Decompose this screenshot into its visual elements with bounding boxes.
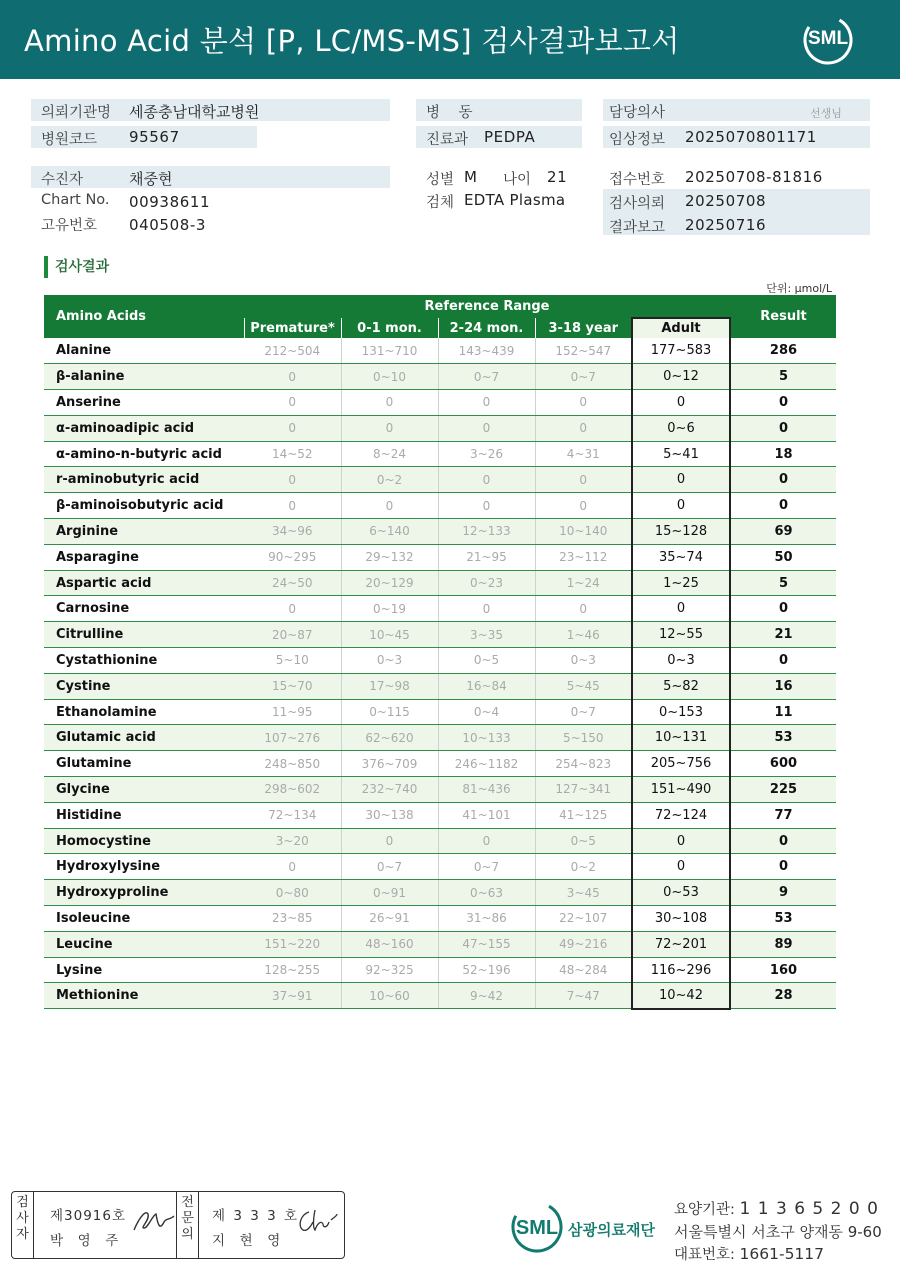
signature-box — [11, 1191, 345, 1259]
amino-acid-name: β-alanine — [44, 364, 244, 390]
mon2-24-range: 0~4 — [438, 699, 535, 725]
amino-acid-name: Cystathionine — [44, 648, 244, 674]
mon0-1-range: 26~91 — [341, 906, 438, 932]
amino-acid-name: Ethanolamine — [44, 699, 244, 725]
care-code-value: 1 1 3 6 5 2 0 0 — [739, 1199, 879, 1219]
unique-no-label: 고유번호 — [41, 218, 98, 234]
amino-acid-name: Carnosine — [44, 596, 244, 622]
premature-range: 151~220 — [244, 931, 341, 957]
mon2-24-range: 16~84 — [438, 673, 535, 699]
premature-range: 0 — [244, 493, 341, 519]
adult-range: 205~756 — [632, 751, 730, 777]
table-row — [44, 906, 836, 932]
amino-acid-name: Histidine — [44, 802, 244, 828]
adult-range: 0 — [632, 854, 730, 880]
mon0-1-range: 92~325 — [341, 957, 438, 983]
premature-range: 298~602 — [244, 777, 341, 803]
mon2-24-range: 12~133 — [438, 519, 535, 545]
mon0-1-range: 62~620 — [341, 725, 438, 751]
year3-18-range: 5~45 — [535, 673, 632, 699]
mon2-24-range: 0 — [438, 467, 535, 493]
result-value: 0 — [730, 596, 836, 622]
footer-address: 서울특별시 서초구 양재동 9-60 — [674, 1223, 882, 1241]
report-header — [0, 0, 900, 79]
adult-range: 0~12 — [632, 364, 730, 390]
result-value: 0 — [730, 390, 836, 416]
phone-label: 대표번호: — [674, 1247, 735, 1263]
phone — [674, 1243, 824, 1264]
adult-header: Adult — [632, 318, 730, 338]
inspector-label-text: 검사자 — [16, 1195, 29, 1242]
mon0-1-range: 0~3 — [341, 648, 438, 674]
amino-acid-name: Glycine — [44, 777, 244, 803]
table-row — [44, 673, 836, 699]
inspector-signature-icon — [130, 1206, 176, 1236]
mon2-24-header: 2-24 mon. — [438, 318, 535, 338]
mon2-24-range: 143~439 — [438, 338, 535, 364]
adult-range: 0 — [632, 493, 730, 519]
chart-no-value: 00938611 — [129, 193, 211, 211]
footer-org-name: 삼광의료재단 — [568, 1221, 655, 1239]
mon2-24-range: 246~1182 — [438, 751, 535, 777]
premature-range: 20~87 — [244, 622, 341, 648]
result-value: 286 — [730, 338, 836, 364]
premature-range: 5~10 — [244, 648, 341, 674]
receipt-value: 20250708-81816 — [685, 168, 823, 186]
year3-18-range: 0~3 — [535, 648, 632, 674]
table-row — [44, 493, 836, 519]
year3-18-range: 4~31 — [535, 441, 632, 467]
result-value: 160 — [730, 957, 836, 983]
phone-value: 1661-5117 — [739, 1245, 825, 1263]
inspector-label — [12, 1192, 34, 1258]
adult-range: 0 — [632, 390, 730, 416]
result-value: 89 — [730, 931, 836, 957]
table-row — [44, 777, 836, 803]
specialist-label — [177, 1192, 199, 1258]
premature-range: 15~70 — [244, 673, 341, 699]
mon0-1-range: 0 — [341, 415, 438, 441]
care-code — [674, 1198, 879, 1219]
result-value: 5 — [730, 570, 836, 596]
sex-label: 성별 — [426, 172, 455, 188]
mon0-1-range: 0 — [341, 493, 438, 519]
year3-18-range: 1~24 — [535, 570, 632, 596]
hospital-code-value: 95567 — [129, 128, 180, 146]
specimen-value: EDTA Plasma — [464, 191, 566, 209]
age-label: 나이 — [503, 172, 532, 188]
result-value: 77 — [730, 802, 836, 828]
department-label: 진료과 — [426, 132, 469, 148]
adult-range: 116~296 — [632, 957, 730, 983]
year3-18-range: 10~140 — [535, 519, 632, 545]
premature-range: 0 — [244, 467, 341, 493]
year3-18-range: 5~150 — [535, 725, 632, 751]
amino-acid-name: Arginine — [44, 519, 244, 545]
year3-18-range: 49~216 — [535, 931, 632, 957]
adult-range: 12~55 — [632, 622, 730, 648]
year3-18-range: 48~284 — [535, 957, 632, 983]
adult-range: 35~74 — [632, 544, 730, 570]
sml-logo — [802, 14, 854, 66]
amino-acid-name: Isoleucine — [44, 906, 244, 932]
mon2-24-range: 0~5 — [438, 648, 535, 674]
amino-acid-name: α-aminoadipic acid — [44, 415, 244, 441]
adult-range: 15~128 — [632, 519, 730, 545]
result-value: 18 — [730, 441, 836, 467]
results-section-title: 검사결과 — [44, 256, 109, 278]
mon0-1-range: 10~60 — [341, 983, 438, 1009]
table-row — [44, 802, 836, 828]
amino-acid-name: Asparagine — [44, 544, 244, 570]
result-value: 0 — [730, 648, 836, 674]
amino-acid-name: β-aminoisobutyric acid — [44, 493, 244, 519]
unit-label: 단위: μmol/L — [766, 282, 832, 295]
mon0-1-range: 17~98 — [341, 673, 438, 699]
adult-range: 72~201 — [632, 931, 730, 957]
result-value: 16 — [730, 673, 836, 699]
doctor-label: 담당의사 — [609, 105, 666, 121]
result-value: 21 — [730, 622, 836, 648]
table-row — [44, 957, 836, 983]
clinical-info-value: 2025070801171 — [685, 128, 817, 146]
year3-18-range: 0~2 — [535, 854, 632, 880]
mon0-1-header: 0-1 mon. — [341, 318, 438, 338]
adult-range: 30~108 — [632, 906, 730, 932]
age-value: 21 — [547, 168, 568, 186]
year3-18-header: 3-18 year — [535, 318, 632, 338]
mon2-24-range: 0~7 — [438, 364, 535, 390]
result-value: 53 — [730, 906, 836, 932]
table-row — [44, 544, 836, 570]
amino-acid-name: Glutamine — [44, 751, 244, 777]
amino-acid-name: Lysine — [44, 957, 244, 983]
mon2-24-range: 41~101 — [438, 802, 535, 828]
result-value: 53 — [730, 725, 836, 751]
mon0-1-range: 20~129 — [341, 570, 438, 596]
mon0-1-range: 10~45 — [341, 622, 438, 648]
institution-value: 세종충남대학교병원 — [129, 103, 260, 121]
result-value: 0 — [730, 467, 836, 493]
adult-range: 1~25 — [632, 570, 730, 596]
inspector-license-no: 제30916호 — [50, 1208, 127, 1224]
result-header: Result — [730, 295, 836, 338]
premature-range: 212~504 — [244, 338, 341, 364]
table-row — [44, 338, 836, 364]
institution-label: 의뢰기관명 — [41, 105, 112, 121]
mon0-1-range: 8~24 — [341, 441, 438, 467]
table-row — [44, 854, 836, 880]
mon2-24-range: 0~23 — [438, 570, 535, 596]
adult-range: 0 — [632, 596, 730, 622]
mon2-24-range: 21~95 — [438, 544, 535, 570]
premature-range: 0 — [244, 364, 341, 390]
amino-acid-name: r-aminobutyric acid — [44, 467, 244, 493]
patient-label: 수진자 — [41, 172, 84, 188]
chart-no-label: Chart No. — [41, 192, 110, 208]
adult-range: 0 — [632, 828, 730, 854]
adult-range: 72~124 — [632, 802, 730, 828]
table-row — [44, 880, 836, 906]
premature-range: 72~134 — [244, 802, 341, 828]
year3-18-range: 0 — [535, 493, 632, 519]
premature-header: Premature* — [244, 318, 341, 338]
specialist-license-no: 제 3 3 3 호 — [212, 1208, 300, 1224]
premature-range: 14~52 — [244, 441, 341, 467]
amino-acid-name: α-amino-n-butyric acid — [44, 441, 244, 467]
table-row — [44, 390, 836, 416]
clinical-info-label: 임상정보 — [609, 132, 666, 148]
mon2-24-range: 3~35 — [438, 622, 535, 648]
year3-18-range: 254~823 — [535, 751, 632, 777]
mon2-24-range: 0~63 — [438, 880, 535, 906]
mon2-24-range: 31~86 — [438, 906, 535, 932]
reference-range-header: Reference Range — [244, 295, 730, 318]
table-row — [44, 415, 836, 441]
result-value: 600 — [730, 751, 836, 777]
results-body — [44, 338, 836, 1009]
premature-range: 0~80 — [244, 880, 341, 906]
table-row — [44, 751, 836, 777]
table-row — [44, 596, 836, 622]
mon2-24-range: 0 — [438, 493, 535, 519]
request-value: 20250708 — [685, 192, 767, 210]
year3-18-range: 1~46 — [535, 622, 632, 648]
amino-acid-name: Aspartic acid — [44, 570, 244, 596]
ward-label: 병 동 — [426, 105, 473, 121]
adult-range: 0~153 — [632, 699, 730, 725]
table-row — [44, 983, 836, 1009]
table-row — [44, 622, 836, 648]
mon2-24-range: 0 — [438, 415, 535, 441]
table-row — [44, 570, 836, 596]
adult-range: 0 — [632, 467, 730, 493]
results-table — [44, 295, 836, 1010]
premature-range: 0 — [244, 390, 341, 416]
table-row — [44, 441, 836, 467]
premature-range: 0 — [244, 854, 341, 880]
premature-range: 37~91 — [244, 983, 341, 1009]
mon2-24-range: 3~26 — [438, 441, 535, 467]
mon0-1-range: 0~7 — [341, 854, 438, 880]
year3-18-range: 0~7 — [535, 699, 632, 725]
mon2-24-range: 0 — [438, 390, 535, 416]
mon2-24-range: 0~7 — [438, 854, 535, 880]
premature-range: 0 — [244, 415, 341, 441]
table-row — [44, 699, 836, 725]
mon2-24-range: 9~42 — [438, 983, 535, 1009]
result-value: 0 — [730, 493, 836, 519]
unique-no-value: 040508-3 — [129, 216, 207, 234]
premature-range: 107~276 — [244, 725, 341, 751]
specialist-signature-icon — [295, 1206, 339, 1236]
table-row — [44, 725, 836, 751]
adult-range: 5~82 — [632, 673, 730, 699]
mon0-1-range: 30~138 — [341, 802, 438, 828]
report-date-label: 결과보고 — [609, 220, 666, 236]
result-value: 69 — [730, 519, 836, 545]
year3-18-range: 0 — [535, 596, 632, 622]
amino-acid-name: Glutamic acid — [44, 725, 244, 751]
mon2-24-range: 47~155 — [438, 931, 535, 957]
mon0-1-range: 0 — [341, 828, 438, 854]
year3-18-range: 0 — [535, 390, 632, 416]
amino-acid-name: Anserine — [44, 390, 244, 416]
specimen-label: 검체 — [426, 195, 455, 211]
mon0-1-range: 29~132 — [341, 544, 438, 570]
mon2-24-range: 52~196 — [438, 957, 535, 983]
mon2-24-range: 81~436 — [438, 777, 535, 803]
inspector-name: 박 영 주 — [50, 1233, 121, 1249]
adult-range: 0~53 — [632, 880, 730, 906]
mon0-1-range: 0~19 — [341, 596, 438, 622]
mon0-1-range: 131~710 — [341, 338, 438, 364]
report-title: Amino Acid 분석 [P, LC/MS-MS] 검사결과보고서 — [24, 24, 680, 58]
premature-range: 248~850 — [244, 751, 341, 777]
receipt-label: 접수번호 — [609, 172, 666, 188]
amino-acid-name: Cystine — [44, 673, 244, 699]
sml-logo-text: SML — [807, 28, 849, 49]
adult-range: 10~131 — [632, 725, 730, 751]
result-value: 50 — [730, 544, 836, 570]
premature-range: 23~85 — [244, 906, 341, 932]
year3-18-range: 127~341 — [535, 777, 632, 803]
mon2-24-range: 0 — [438, 828, 535, 854]
adult-range: 5~41 — [632, 441, 730, 467]
premature-range: 24~50 — [244, 570, 341, 596]
amino-acid-name: Methionine — [44, 983, 244, 1009]
care-code-label: 요양기관: — [674, 1202, 735, 1218]
premature-range: 128~255 — [244, 957, 341, 983]
result-value: 225 — [730, 777, 836, 803]
result-value: 28 — [730, 983, 836, 1009]
premature-range: 34~96 — [244, 519, 341, 545]
amino-acid-name: Hydroxylysine — [44, 854, 244, 880]
amino-acid-name: Alanine — [44, 338, 244, 364]
adult-range: 0~3 — [632, 648, 730, 674]
year3-18-range: 41~125 — [535, 802, 632, 828]
premature-range: 90~295 — [244, 544, 341, 570]
mon2-24-range: 10~133 — [438, 725, 535, 751]
result-value: 0 — [730, 854, 836, 880]
premature-range: 3~20 — [244, 828, 341, 854]
mon0-1-range: 232~740 — [341, 777, 438, 803]
mon2-24-range: 0 — [438, 596, 535, 622]
mon0-1-range: 48~160 — [341, 931, 438, 957]
result-value: 11 — [730, 699, 836, 725]
sex-value: M — [464, 168, 478, 186]
amino-acids-header: Amino Acids — [44, 295, 244, 338]
table-row — [44, 364, 836, 390]
adult-range: 177~583 — [632, 338, 730, 364]
year3-18-range: 0~7 — [535, 364, 632, 390]
mon0-1-range: 0~115 — [341, 699, 438, 725]
mon0-1-range: 0~2 — [341, 467, 438, 493]
year3-18-range: 23~112 — [535, 544, 632, 570]
department-value: PEDPA — [484, 128, 536, 146]
table-row — [44, 931, 836, 957]
table-row — [44, 519, 836, 545]
table-row — [44, 648, 836, 674]
amino-acid-name: Leucine — [44, 931, 244, 957]
hospital-code-label: 병원코드 — [41, 132, 98, 148]
year3-18-range: 0 — [535, 415, 632, 441]
report-date-value: 20250716 — [685, 216, 767, 234]
result-value: 5 — [730, 364, 836, 390]
result-value: 9 — [730, 880, 836, 906]
table-row — [44, 467, 836, 493]
premature-range: 0 — [244, 596, 341, 622]
patient-value: 채중현 — [129, 170, 173, 188]
year3-18-range: 7~47 — [535, 983, 632, 1009]
result-value: 0 — [730, 828, 836, 854]
patient-bar — [31, 166, 390, 188]
specialist-name: 지 현 영 — [212, 1233, 283, 1249]
mon0-1-range: 0~91 — [341, 880, 438, 906]
mon0-1-range: 0 — [341, 390, 438, 416]
adult-range: 0~6 — [632, 415, 730, 441]
mon0-1-range: 376~709 — [341, 751, 438, 777]
footer-logo — [510, 1200, 564, 1254]
year3-18-range: 22~107 — [535, 906, 632, 932]
specialist-label-text: 전문의 — [181, 1195, 194, 1242]
amino-acid-name: Homocystine — [44, 828, 244, 854]
doctor-suffix: 선생님 — [810, 107, 842, 120]
year3-18-range: 0~5 — [535, 828, 632, 854]
amino-acid-name: Citrulline — [44, 622, 244, 648]
mon0-1-range: 0~10 — [341, 364, 438, 390]
premature-range: 11~95 — [244, 699, 341, 725]
mon0-1-range: 6~140 — [341, 519, 438, 545]
footer-logo-ring-icon — [510, 1200, 564, 1254]
request-label: 검사의뢰 — [609, 196, 666, 212]
amino-acid-name: Hydroxyproline — [44, 880, 244, 906]
result-value: 0 — [730, 415, 836, 441]
year3-18-range: 0 — [535, 467, 632, 493]
footer-logo-text: SML — [515, 1217, 559, 1239]
table-row — [44, 828, 836, 854]
year3-18-range: 152~547 — [535, 338, 632, 364]
adult-range: 10~42 — [632, 983, 730, 1009]
year3-18-range: 3~45 — [535, 880, 632, 906]
adult-range: 151~490 — [632, 777, 730, 803]
